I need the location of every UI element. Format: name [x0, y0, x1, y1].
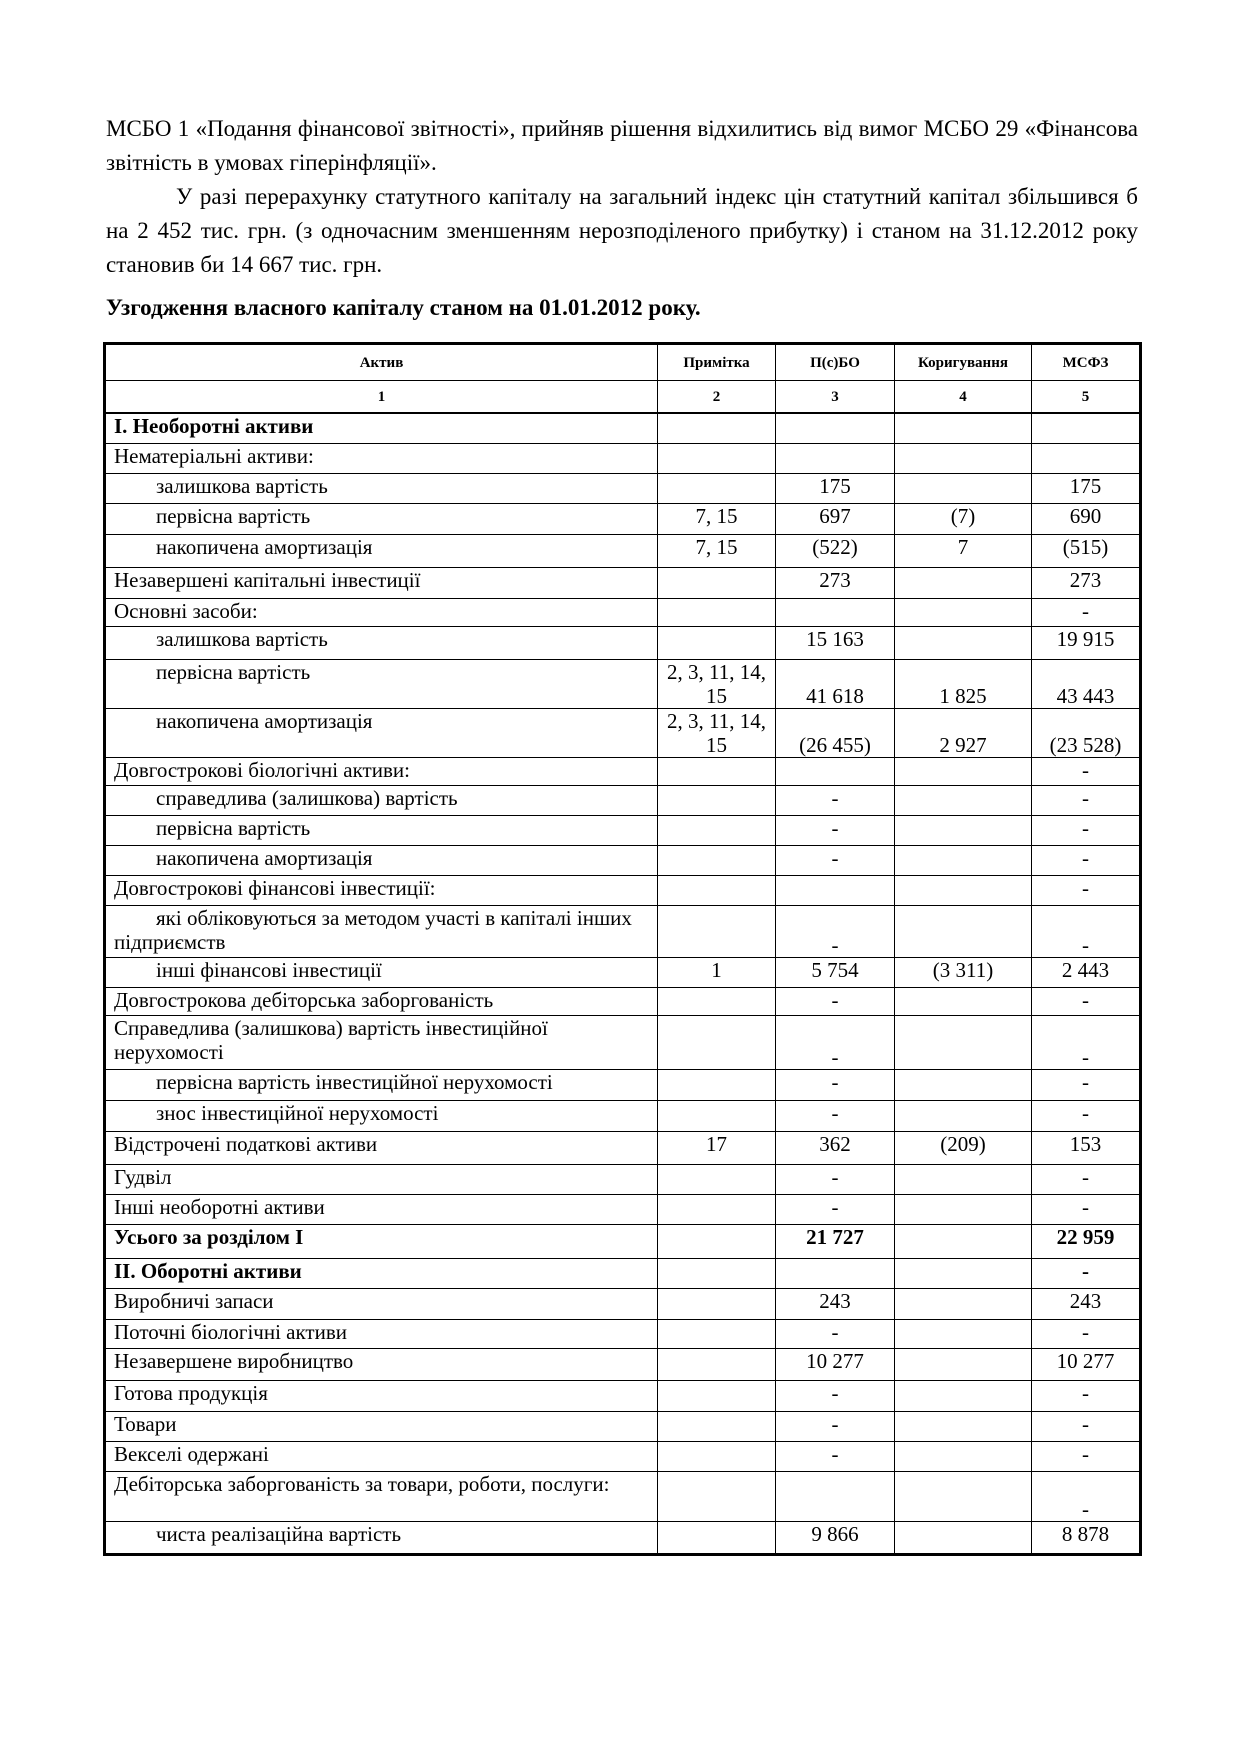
header-psbo: П(с)БО: [776, 344, 895, 381]
row-ifrs-value: -: [1032, 1015, 1141, 1069]
row-ifrs-value: -: [1032, 1319, 1141, 1348]
row-adjustment-value: [895, 1224, 1032, 1258]
row-label: інші фінансові інвестиції: [105, 957, 658, 987]
row-psbo-value: -: [776, 1069, 895, 1100]
row-psbo-value: [776, 757, 895, 785]
table-row: [105, 708, 1141, 757]
table-row: [105, 1164, 1141, 1194]
row-note: [658, 1348, 776, 1380]
row-ifrs-value: 2 443: [1032, 957, 1141, 987]
row-note: [658, 1288, 776, 1319]
row-psbo-value: (522): [776, 534, 895, 567]
table-row: [105, 473, 1141, 503]
column-number: 3: [776, 381, 895, 414]
table-row: [105, 785, 1141, 815]
recalculation-paragraph: У разі перерахунку статутного капіталу на загальний індекс цін статутний капітал збільшився б на 2 452 тис. грн. (з одночасним зменшенням нерозподіленого прибутку) і станом на 31.12.2012 року становив би 14 667 тис. грн.: [106, 184, 1138, 277]
row-adjustment-value: [895, 1319, 1032, 1348]
table-row: [105, 957, 1141, 987]
row-adjustment-value: [895, 473, 1032, 503]
row-psbo-value: [776, 443, 895, 473]
row-note: [658, 1319, 776, 1348]
table-row: [105, 757, 1141, 785]
row-psbo-value: (26 455): [776, 708, 895, 757]
row-adjustment-value: [895, 987, 1032, 1015]
row-psbo-value: -: [776, 1380, 895, 1411]
row-ifrs-value: 10 277: [1032, 1348, 1141, 1380]
row-label: ІІ. Оборотні активи: [105, 1258, 658, 1288]
row-adjustment-value: [895, 1164, 1032, 1194]
row-label: Справедлива (залишкова) вартість інвестиційної нерухомості: [105, 1015, 658, 1069]
row-adjustment-value: [895, 845, 1032, 875]
row-ifrs-value: [1032, 413, 1141, 443]
table-row: [105, 598, 1141, 626]
row-ifrs-value: 22 959: [1032, 1224, 1141, 1258]
equity-reconciliation-table: [103, 342, 1142, 1556]
row-adjustment-value: [895, 567, 1032, 598]
row-label: І. Необоротні активи: [105, 413, 658, 443]
table-row: [105, 534, 1141, 567]
row-ifrs-value: -: [1032, 1069, 1141, 1100]
row-ifrs-value: -: [1032, 845, 1141, 875]
row-label: залишкова вартість: [105, 626, 658, 659]
row-label: первісна вартість: [105, 815, 658, 845]
header-asset: Актив: [105, 344, 658, 381]
row-psbo-value: 175: [776, 473, 895, 503]
row-note: [658, 1069, 776, 1100]
row-adjustment-value: [895, 1348, 1032, 1380]
row-note: 17: [658, 1131, 776, 1164]
row-adjustment-value: [895, 875, 1032, 905]
row-ifrs-value: (515): [1032, 534, 1141, 567]
header-note: Примітка: [658, 344, 776, 381]
row-adjustment-value: 2 927: [895, 708, 1032, 757]
table-row: [105, 1194, 1141, 1224]
row-note: [658, 845, 776, 875]
table-row: [105, 1100, 1141, 1131]
row-ifrs-value: 153: [1032, 1131, 1141, 1164]
row-psbo-value: -: [776, 1319, 895, 1348]
row-ifrs-value: 19 915: [1032, 626, 1141, 659]
row-label: Довгострокові біологічні активи:: [105, 757, 658, 785]
table-row: [105, 1411, 1141, 1441]
table-row: [105, 815, 1141, 845]
row-note: [658, 1258, 776, 1288]
row-adjustment-value: 1 825: [895, 659, 1032, 708]
row-adjustment-value: 7: [895, 534, 1032, 567]
row-label: первісна вартість: [105, 659, 658, 708]
row-ifrs-value: 43 443: [1032, 659, 1141, 708]
row-ifrs-value: -: [1032, 905, 1141, 957]
table-row: [105, 875, 1141, 905]
table-row: [105, 1069, 1141, 1100]
row-note: [658, 626, 776, 659]
column-number: 5: [1032, 381, 1141, 414]
table-row: [105, 1258, 1141, 1288]
row-label: накопичена амортизація: [105, 845, 658, 875]
row-psbo-value: -: [776, 1411, 895, 1441]
row-adjustment-value: [895, 1100, 1032, 1131]
row-psbo-value: 362: [776, 1131, 895, 1164]
row-ifrs-value: -: [1032, 1441, 1141, 1471]
row-note: [658, 785, 776, 815]
row-psbo-value: 697: [776, 503, 895, 534]
row-label: Виробничі запаси: [105, 1288, 658, 1319]
row-psbo-value: [776, 1471, 895, 1521]
table-row: [105, 1471, 1141, 1521]
row-label: Товари: [105, 1411, 658, 1441]
table-row: [105, 413, 1141, 443]
row-psbo-value: 41 618: [776, 659, 895, 708]
row-adjustment-value: [895, 785, 1032, 815]
row-ifrs-value: -: [1032, 1164, 1141, 1194]
row-note: [658, 598, 776, 626]
row-adjustment-value: [895, 626, 1032, 659]
row-psbo-value: [776, 598, 895, 626]
row-adjustment-value: [895, 1258, 1032, 1288]
row-label: первісна вартість: [105, 503, 658, 534]
row-ifrs-value: -: [1032, 1258, 1141, 1288]
row-adjustment-value: [895, 1411, 1032, 1441]
row-note: 2, 3, 11, 14, 15: [658, 659, 776, 708]
column-number: 4: [895, 381, 1032, 414]
row-ifrs-value: 273: [1032, 567, 1141, 598]
row-note: [658, 1015, 776, 1069]
row-adjustment-value: [895, 757, 1032, 785]
row-label: Довгострокові фінансові інвестиції:: [105, 875, 658, 905]
table-row: [105, 659, 1141, 708]
row-ifrs-value: 690: [1032, 503, 1141, 534]
row-label: Інші необоротні активи: [105, 1194, 658, 1224]
row-note: [658, 413, 776, 443]
table-row: [105, 1521, 1141, 1554]
row-adjustment-value: [895, 1194, 1032, 1224]
row-note: [658, 987, 776, 1015]
row-psbo-value: -: [776, 905, 895, 957]
row-label: Готова продукція: [105, 1380, 658, 1411]
row-psbo-value: -: [776, 1194, 895, 1224]
row-ifrs-value: -: [1032, 785, 1141, 815]
row-note: [658, 443, 776, 473]
row-label: накопичена амортизація: [105, 708, 658, 757]
row-ifrs-value: -: [1032, 1471, 1141, 1521]
row-ifrs-value: -: [1032, 1380, 1141, 1411]
row-psbo-value: 243: [776, 1288, 895, 1319]
row-label: накопичена амортизація: [105, 534, 658, 567]
row-psbo-value: 5 754: [776, 957, 895, 987]
row-ifrs-value: -: [1032, 598, 1141, 626]
row-label: первісна вартість інвестиційної нерухомості: [105, 1069, 658, 1100]
row-note: [658, 1194, 776, 1224]
column-number: 1: [105, 381, 658, 414]
row-label: Усього за розділом І: [105, 1224, 658, 1258]
row-psbo-value: [776, 413, 895, 443]
row-note: [658, 473, 776, 503]
row-note: [658, 567, 776, 598]
row-adjustment-value: (7): [895, 503, 1032, 534]
row-psbo-value: 15 163: [776, 626, 895, 659]
row-note: 7, 15: [658, 503, 776, 534]
table-row: [105, 987, 1141, 1015]
row-label: Довгострокова дебіторська заборгованість: [105, 987, 658, 1015]
row-psbo-value: -: [776, 1164, 895, 1194]
row-ifrs-value: -: [1032, 1100, 1141, 1131]
row-ifrs-value: 243: [1032, 1288, 1141, 1319]
row-psbo-value: -: [776, 845, 895, 875]
row-note: [658, 1471, 776, 1521]
row-psbo-value: -: [776, 815, 895, 845]
row-label: справедлива (залишкова) вартість: [105, 785, 658, 815]
row-psbo-value: 21 727: [776, 1224, 895, 1258]
row-psbo-value: 273: [776, 567, 895, 598]
row-adjustment-value: [895, 1380, 1032, 1411]
row-note: [658, 1411, 776, 1441]
row-psbo-value: -: [776, 1100, 895, 1131]
row-label: які обліковуються за методом участі в капіталі інших підприємств: [105, 905, 658, 957]
table-row: [105, 905, 1141, 957]
row-note: 1: [658, 957, 776, 987]
row-note: [658, 905, 776, 957]
table-row: [105, 1131, 1141, 1164]
row-ifrs-value: 8 878: [1032, 1521, 1141, 1554]
table-row: [105, 567, 1141, 598]
row-note: [658, 1441, 776, 1471]
row-label: залишкова вартість: [105, 473, 658, 503]
table-row: [105, 626, 1141, 659]
table-row: [105, 1380, 1141, 1411]
row-ifrs-value: -: [1032, 1411, 1141, 1441]
row-psbo-value: -: [776, 1441, 895, 1471]
row-psbo-value: 10 277: [776, 1348, 895, 1380]
row-adjustment-value: [895, 1471, 1032, 1521]
row-label: Нематеріальні активи:: [105, 443, 658, 473]
row-note: [658, 1521, 776, 1554]
row-note: [658, 757, 776, 785]
header-ifrs: МСФЗ: [1032, 344, 1141, 381]
row-label: Основні засоби:: [105, 598, 658, 626]
table-body: [105, 413, 1141, 1554]
table-row: [105, 503, 1141, 534]
row-adjustment-value: [895, 413, 1032, 443]
row-adjustment-value: (209): [895, 1131, 1032, 1164]
row-ifrs-value: -: [1032, 815, 1141, 845]
table-row: [105, 1348, 1141, 1380]
table-heading: Узгодження власного капіталу станом на 01.01.2012 року.: [106, 295, 701, 320]
table-row: [105, 1319, 1141, 1348]
table-row: [105, 443, 1141, 473]
row-ifrs-value: (23 528): [1032, 708, 1141, 757]
row-adjustment-value: [895, 1441, 1032, 1471]
column-number-row: [105, 381, 1141, 414]
table-row: [105, 845, 1141, 875]
row-label: чиста реалізаційна вартість: [105, 1521, 658, 1554]
row-label: Відстрочені податкові активи: [105, 1131, 658, 1164]
row-ifrs-value: 175: [1032, 473, 1141, 503]
row-adjustment-value: [895, 443, 1032, 473]
row-adjustment-value: (3 311): [895, 957, 1032, 987]
row-psbo-value: [776, 1258, 895, 1288]
row-label: Дебіторська заборгованість за товари, роботи, послуги:: [105, 1471, 658, 1521]
table-row: [105, 1288, 1141, 1319]
row-label: Незавершені капітальні інвестиції: [105, 567, 658, 598]
row-psbo-value: 9 866: [776, 1521, 895, 1554]
row-ifrs-value: -: [1032, 987, 1141, 1015]
row-label: Поточні біологічні активи: [105, 1319, 658, 1348]
row-ifrs-value: -: [1032, 875, 1141, 905]
row-adjustment-value: [895, 1521, 1032, 1554]
row-label: знос інвестиційної нерухомості: [105, 1100, 658, 1131]
row-note: [658, 1100, 776, 1131]
row-note: 7, 15: [658, 534, 776, 567]
row-psbo-value: -: [776, 785, 895, 815]
row-ifrs-value: -: [1032, 1194, 1141, 1224]
column-number: 2: [658, 381, 776, 414]
row-psbo-value: [776, 875, 895, 905]
row-note: [658, 1164, 776, 1194]
table-row: [105, 1441, 1141, 1471]
row-label: Незавершене виробництво: [105, 1348, 658, 1380]
intro-paragraph: МСБО 1 «Подання фінансової звітності», прийняв рішення відхилитись від вимог МСБО 29 «Фінансова звітність в умовах гіперінфляції».: [106, 116, 1138, 175]
row-adjustment-value: [895, 598, 1032, 626]
table-header-row: [105, 344, 1141, 381]
table-row: [105, 1224, 1141, 1258]
row-psbo-value: -: [776, 1015, 895, 1069]
row-adjustment-value: [895, 1069, 1032, 1100]
header-adjustment: Коригування: [895, 344, 1032, 381]
row-adjustment-value: [895, 905, 1032, 957]
row-note: [658, 1380, 776, 1411]
row-note: [658, 875, 776, 905]
row-ifrs-value: -: [1032, 757, 1141, 785]
row-ifrs-value: [1032, 443, 1141, 473]
row-label: Векселі одержані: [105, 1441, 658, 1471]
row-label: Гудвіл: [105, 1164, 658, 1194]
row-note: 2, 3, 11, 14, 15: [658, 708, 776, 757]
table-row: [105, 1015, 1141, 1069]
row-note: [658, 815, 776, 845]
row-adjustment-value: [895, 1288, 1032, 1319]
row-note: [658, 1224, 776, 1258]
row-adjustment-value: [895, 815, 1032, 845]
row-adjustment-value: [895, 1015, 1032, 1069]
row-psbo-value: -: [776, 987, 895, 1015]
